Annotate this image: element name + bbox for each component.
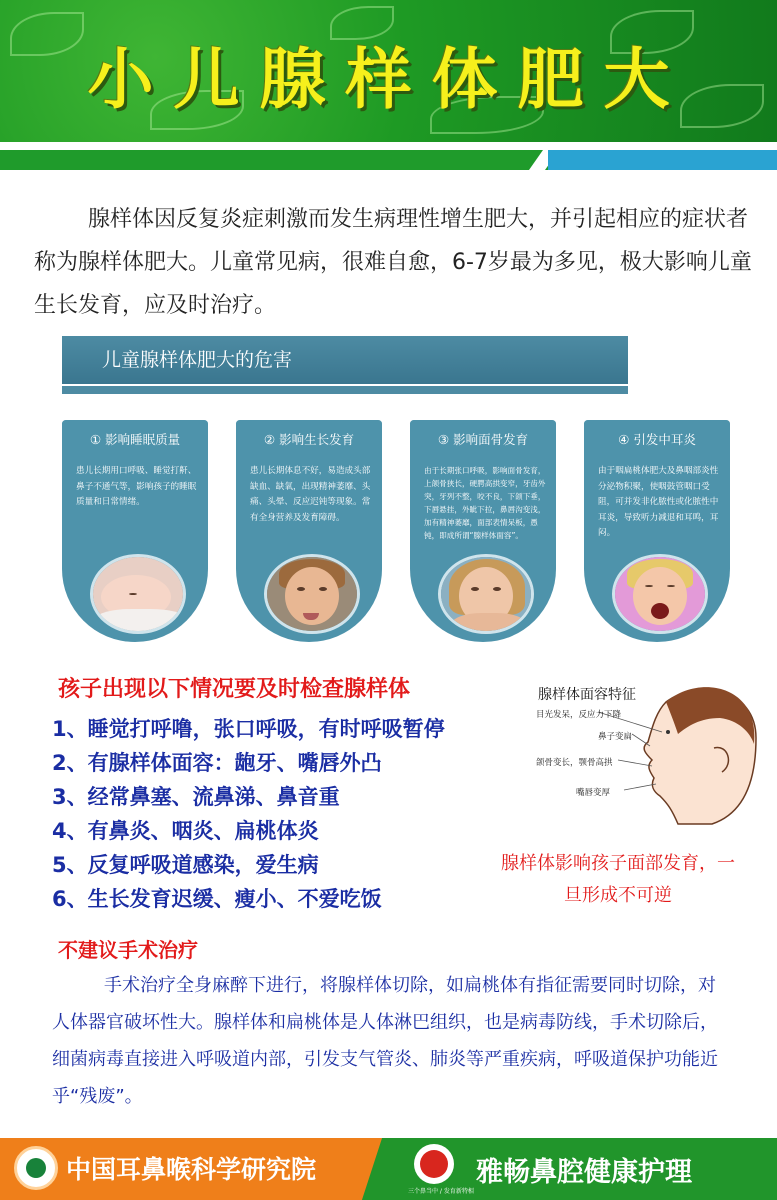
face-label: 嘴唇变厚 [576,788,611,798]
list-item: 1、睡觉打呼噜，张口呼吸，有时呼吸暂停 [52,717,445,741]
brand-name: 雅畅鼻腔健康护理 [476,1157,692,1188]
frowning-boy-icon [264,554,360,634]
face-label: 鼻子变扁 [598,732,633,742]
card-text: 由于长期张口呼吸，影响面骨发育，上颌骨狭长，硬腭高拱变窄，牙齿外突，牙列不整，咬不良，下颌下垂，下唇悬挂，外眦下拉，鼻唇沟变浅，加有精神萎靡，面部表情呆板，愚钝，即成所谓“腺样体面容”。 [424,466,546,540]
list-item: 6、生长发育迟缓、瘦小、不爱吃饭 [52,887,382,911]
list-item: 3、经常鼻塞、流鼻涕、鼻音重 [52,785,340,809]
list-item: 5、反复呼吸道感染，爱生病 [52,853,319,877]
screaming-child-icon [612,554,708,634]
card-text: 由于咽扁桃体肥大及鼻咽部炎性分泌物积聚，使咽鼓管咽口受阻，可并发非化脓性或化脓性中耳炎，导致听力减退和耳鸣，耳闷。 [598,466,719,538]
no-surgery-paragraph [52,967,728,1115]
no-surgery-text: 手术治疗全身麻醉下进行，将腺样体切除，如扁桃体有指征需要同时切除，对人体器官破坏性大。腺样体和扁桃体是人体淋巴组织，也是病毒防线，手术切除后，细菌病毒直接进入呼吸道内部，引发支气管炎、肺炎等严重疾病，呼吸道保护功能近乎“残废”。 [52,975,718,1107]
brand-logo-icon [414,1144,454,1184]
sleeping-baby-icon [90,554,186,634]
card-sleep-quality [62,420,208,642]
list-item: 2、有腺样体面容：龅牙、嘴唇外凸 [52,751,382,775]
header-stripe-green [0,150,550,170]
section-header [62,336,628,384]
section-title: 儿童腺样体肥大的危害 [102,349,293,371]
header-banner [0,0,777,142]
header-stripe-blue [548,150,777,170]
list-item: 4、有鼻炎、咽炎、扁桃体炎 [52,819,319,843]
symptom-list [52,712,445,916]
brand-logo-caption: 三个鼻当中 / 发育新特相 [408,1188,474,1195]
intro-paragraph [34,198,754,327]
face-label: 目光发呆，反应力下降 [536,710,622,720]
no-surgery-title: 不建议手术治疗 [58,938,198,962]
face-diagram [528,674,760,828]
institute-logo-icon [14,1146,58,1190]
child-profile-icon [528,674,760,828]
sad-girl-icon [438,554,534,634]
card-title: ② 影响生长发育 [263,432,355,447]
institute-name: 中国耳鼻喉科学研究院 [66,1155,317,1184]
page-title: 小儿腺样体肥大 [87,41,690,118]
face-diagram-title: 腺样体面容特征 [538,687,636,703]
face-label: 颌骨变长，颚骨高拱 [536,758,613,768]
card-text: 患儿长期体息不好，易造成头部缺血、缺氧，出现精神萎靡、头痛、头晕、反应迟钝等现象。常有全身营养及发育障碍。 [250,466,371,523]
card-title: ③ 影响面骨发育 [437,432,529,447]
section-underline [62,386,628,394]
card-facial-bone [410,420,556,642]
check-title: 孩子出现以下情况要及时检查腺样体 [58,677,411,702]
intro-text: 腺样体因反复炎症刺激而发生病理性增生肥大，并引起相应的症状者称为腺样体肥大。儿童常见病，很难自愈，6-7岁最为多见，极大影响儿童生长发育，应及时治疗。 [34,207,752,318]
card-text: 患儿长期用口呼吸、睡觉打鼾、鼻子不通气等，影响孩子的睡眠质量和日常情绪。 [76,466,197,507]
card-otitis [584,420,730,642]
card-title: ① 影响睡眠质量 [89,432,181,447]
card-growth [236,420,382,642]
face-warning-note: 腺样体影响孩子面部发育，一旦形成不可逆 [501,853,735,906]
card-title: ④ 引发中耳炎 [618,432,696,447]
